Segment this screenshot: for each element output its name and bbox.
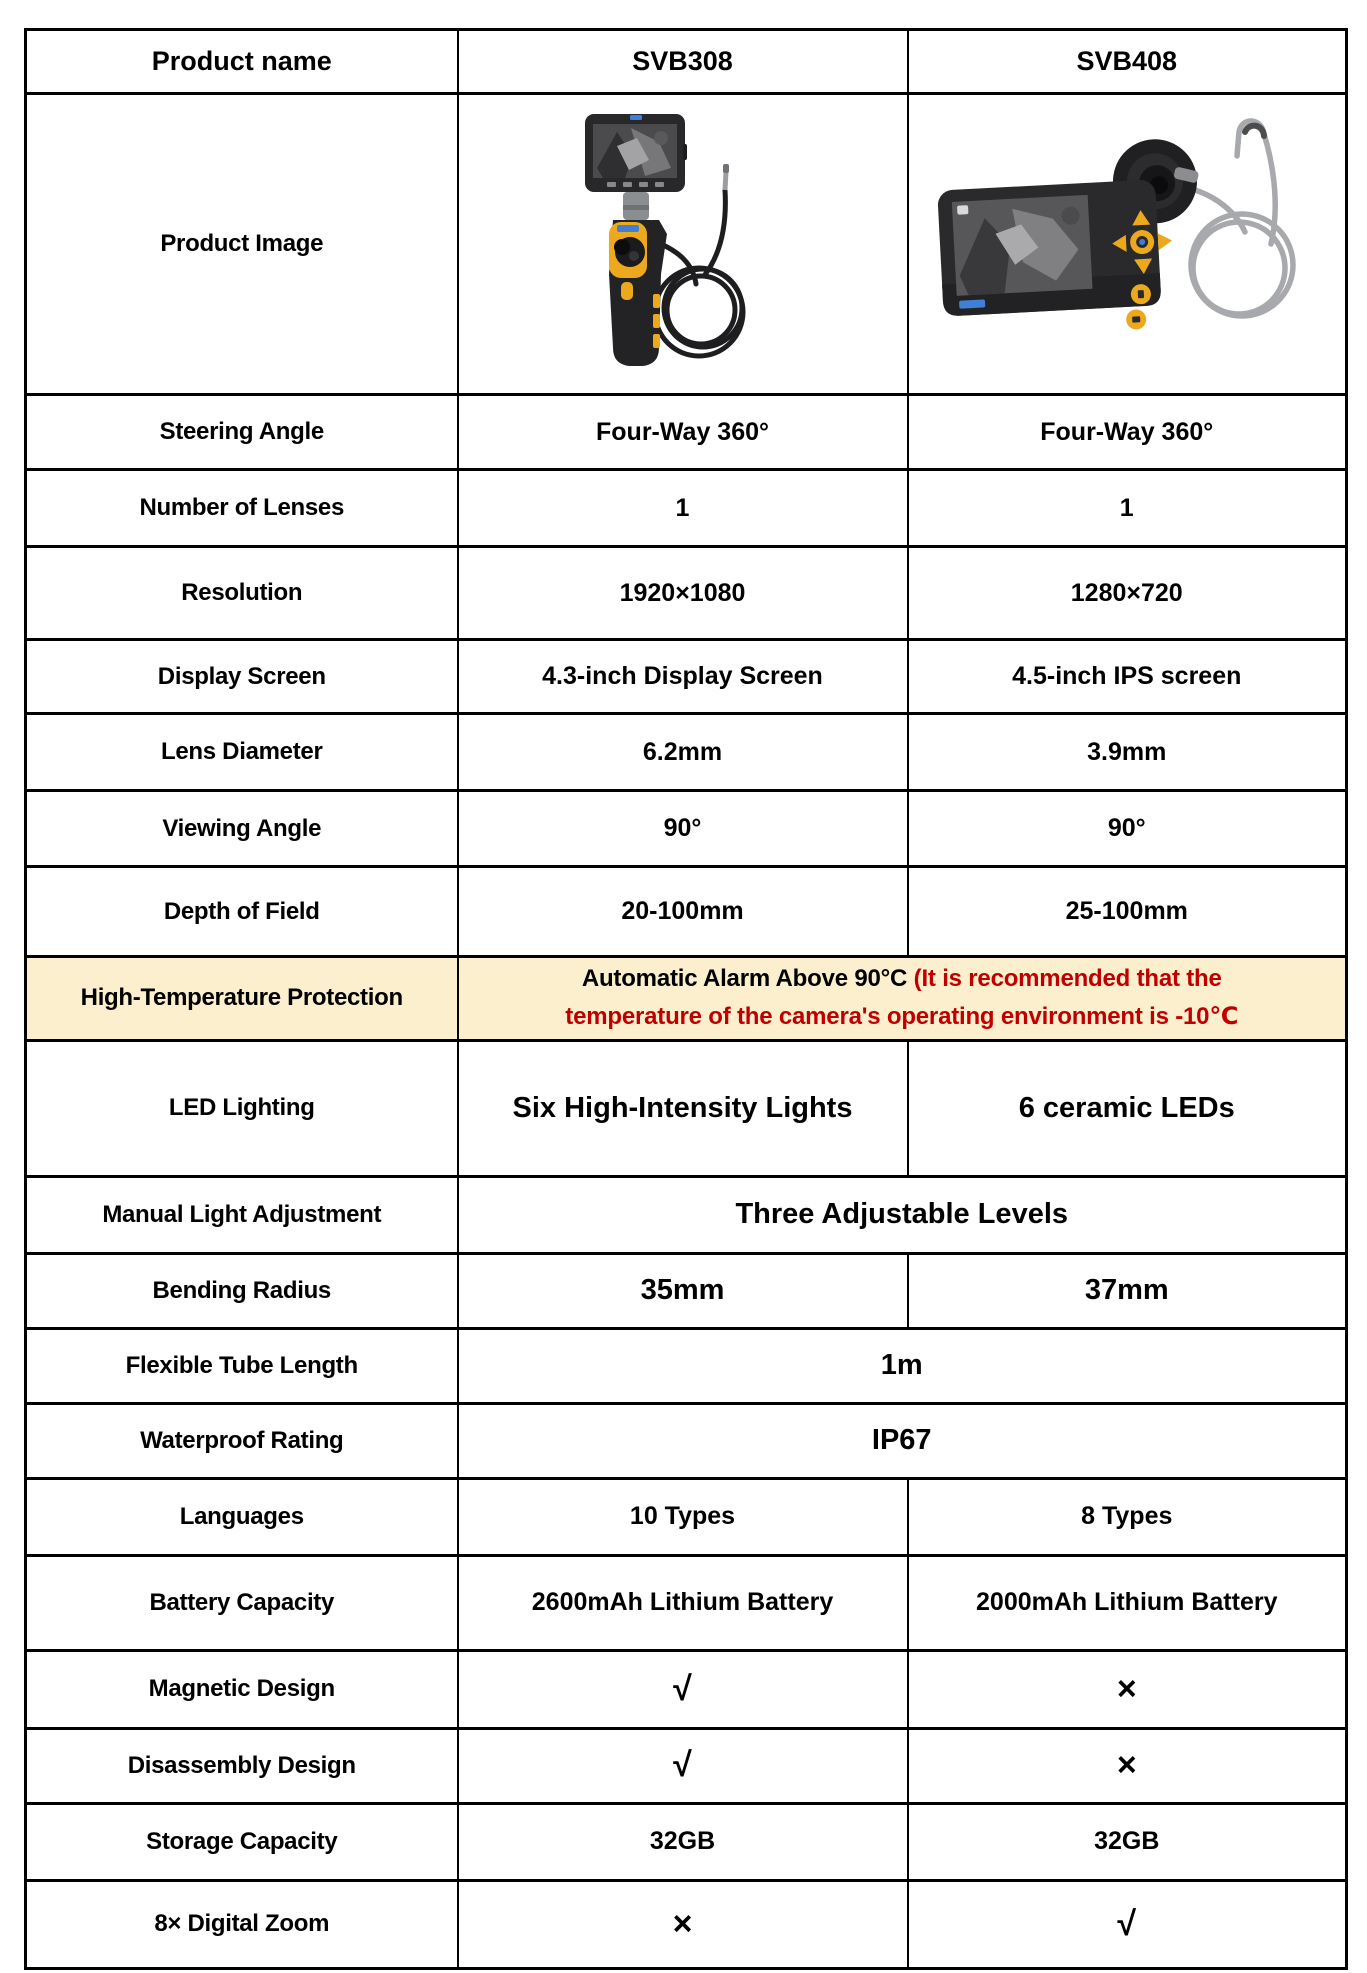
label-lens-diameter: Lens Diameter [26,714,458,791]
row-battery-capacity [26,1555,1347,1650]
row-product-image [26,94,1347,395]
label-high-temperature-protection: High-Temperature Protection [26,957,458,1041]
label-manual-light-adjustment: Manual Light Adjustment [26,1176,458,1253]
cell-digital-zoom-svb308: × [458,1880,908,1968]
row-viewing-angle [26,791,1347,867]
cell-depth-of-field-svb408: 25-100mm [908,867,1347,957]
cell-disassembly-design-svb408: × [908,1728,1347,1803]
cell-number-of-lenses-svb308: 1 [458,470,908,547]
header-product-name: Product name [26,30,458,94]
row-disassembly-design [26,1728,1347,1803]
cell-storage-capacity-svb308: 32GB [458,1803,908,1880]
label-disassembly-design: Disassembly Design [26,1728,458,1803]
label-viewing-angle: Viewing Angle [26,791,458,867]
cell-display-screen-svb308: 4.3-inch Display Screen [458,640,908,714]
label-flexible-tube-length: Flexible Tube Length [26,1328,458,1403]
row-high-temperature-protection [26,957,1347,1041]
cell-steering-angle-svb308: Four-Way 360° [458,395,908,470]
cell-waterproof-rating-both: IP67 [458,1403,1347,1478]
cell-display-screen-svb408: 4.5-inch IPS screen [908,640,1347,714]
header-row [26,30,1347,94]
cell-digital-zoom-svb408: √ [908,1880,1347,1968]
cell-steering-angle-svb408: Four-Way 360° [908,395,1347,470]
label-product-image: Product Image [26,94,458,395]
cell-resolution-svb408: 1280×720 [908,547,1347,640]
label-resolution: Resolution [26,547,458,640]
cell-battery-capacity-svb308: 2600mAh Lithium Battery [458,1555,908,1650]
cell-led-lighting-svb308: Six High-Intensity Lights [458,1040,908,1176]
row-manual-light-adjustment [26,1176,1347,1253]
header-model-svb408: SVB408 [908,30,1347,94]
cell-viewing-angle-svb308: 90° [458,791,908,867]
row-languages [26,1478,1347,1555]
cell-flexible-tube-length-both: 1m [458,1328,1347,1403]
cell-battery-capacity-svb408: 2000mAh Lithium Battery [908,1555,1347,1650]
cell-image-svb308 [458,94,908,395]
label-waterproof-rating: Waterproof Rating [26,1403,458,1478]
cell-bending-radius-svb308: 35mm [458,1253,908,1328]
cell-lens-diameter-svb408: 3.9mm [908,714,1347,791]
cell-languages-svb308: 10 Types [458,1478,908,1555]
row-display-screen [26,640,1347,714]
row-steering-angle [26,395,1347,470]
row-digital-zoom [26,1880,1347,1968]
note-red-text-line2: temperature of the camera's operating environment is -10℃ [565,1003,1239,1031]
note-red-text-line1: (It is recommended that the [907,965,1222,992]
row-magnetic-design [26,1650,1347,1728]
cell-manual-light-adjustment-both: Three Adjustable Levels [458,1176,1347,1253]
cell-magnetic-design-svb308: √ [458,1650,908,1728]
row-storage-capacity [26,1803,1347,1880]
label-languages: Languages [26,1478,458,1555]
cell-image-svb408 [908,94,1347,395]
label-led-lighting: LED Lighting [26,1040,458,1176]
note-black-text: Automatic Alarm Above 90°C [581,965,908,992]
row-resolution [26,547,1347,640]
row-lens-diameter [26,714,1347,791]
row-number-of-lenses [26,470,1347,547]
label-digital-zoom: 8× Digital Zoom [26,1880,458,1968]
row-waterproof-rating [26,1403,1347,1478]
cell-magnetic-design-svb408: × [908,1650,1347,1728]
cell-resolution-svb308: 1920×1080 [458,547,908,640]
label-number-of-lenses: Number of Lenses [26,470,458,547]
row-led-lighting [26,1040,1347,1176]
row-bending-radius [26,1253,1347,1328]
cell-high-temperature-protection-note [458,957,1347,1041]
label-steering-angle: Steering Angle [26,395,458,470]
svb308-product-image [533,98,833,390]
cell-lens-diameter-svb308: 6.2mm [458,714,908,791]
label-magnetic-design: Magnetic Design [26,1650,458,1728]
product-comparison-table [24,28,1348,1970]
label-bending-radius: Bending Radius [26,1253,458,1328]
cell-depth-of-field-svb308: 20-100mm [458,867,908,957]
header-model-svb308: SVB308 [458,30,908,94]
cell-led-lighting-svb408: 6 ceramic LEDs [908,1040,1347,1176]
cell-viewing-angle-svb408: 90° [908,791,1347,867]
label-battery-capacity: Battery Capacity [26,1555,458,1650]
svb408-product-image [927,110,1327,378]
row-flexible-tube-length [26,1328,1347,1403]
cell-bending-radius-svb408: 37mm [908,1253,1347,1328]
label-storage-capacity: Storage Capacity [26,1803,458,1880]
cell-disassembly-design-svb308: √ [458,1728,908,1803]
cell-number-of-lenses-svb408: 1 [908,470,1347,547]
cell-languages-svb408: 8 Types [908,1478,1347,1555]
label-display-screen: Display Screen [26,640,458,714]
row-depth-of-field [26,867,1347,957]
label-depth-of-field: Depth of Field [26,867,458,957]
cell-storage-capacity-svb408: 32GB [908,1803,1347,1880]
